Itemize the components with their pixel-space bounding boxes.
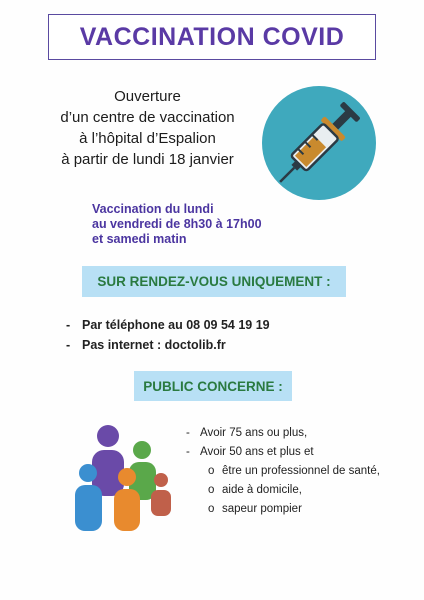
- hours-line: au vendredi de 8h30 à 17h00: [92, 217, 262, 231]
- title-box: [48, 14, 376, 60]
- intro-line: Ouverture: [114, 88, 181, 105]
- intro-line: d’un centre de vaccination: [60, 109, 235, 126]
- sub-criteria-item: aide à domicile,: [222, 484, 302, 496]
- syringe-icon: [260, 84, 378, 202]
- contact-list: [66, 315, 270, 355]
- list-bullet: o: [208, 484, 215, 496]
- sub-criteria-item: être un professionnel de santé,: [222, 465, 380, 477]
- list-item: [186, 424, 380, 443]
- public-banner: [134, 371, 292, 401]
- intro-text: [40, 86, 255, 170]
- list-bullet: -: [66, 318, 71, 332]
- criteria-item: Avoir 50 ans et plus et: [200, 446, 314, 458]
- appointment-banner-text: SUR RENDEZ-VOUS UNIQUEMENT :: [97, 274, 331, 289]
- intro-line: à l’hôpital d’Espalion: [79, 130, 216, 147]
- public-banner-text: PUBLIC CONCERNE :: [143, 378, 283, 394]
- sub-criteria-item: sapeur pompier: [222, 503, 302, 515]
- criteria-item: Avoir 75 ans ou plus,: [200, 427, 308, 439]
- list-item: [186, 443, 380, 462]
- opening-hours: [92, 202, 262, 247]
- internet-contact: Pas internet : doctolib.fr: [82, 338, 226, 352]
- appointment-banner: [82, 266, 346, 297]
- page-title: VACCINATION COVID: [79, 22, 345, 51]
- list-item: [186, 500, 380, 519]
- list-item: [66, 315, 270, 335]
- list-bullet: -: [186, 446, 190, 458]
- list-bullet: o: [208, 503, 215, 515]
- people-group-icon: [70, 422, 180, 534]
- list-item: [186, 462, 380, 481]
- intro-line: à partir de lundi 18 janvier: [61, 151, 234, 168]
- list-bullet: o: [208, 465, 215, 477]
- list-bullet: -: [186, 427, 190, 439]
- phone-contact: Par téléphone au 08 09 54 19 19: [82, 318, 270, 332]
- list-bullet: -: [66, 338, 71, 352]
- list-item: [66, 335, 270, 355]
- criteria-list: [186, 424, 380, 519]
- hours-line: et samedi matin: [92, 232, 187, 246]
- hours-line: Vaccination du lundi: [92, 202, 214, 216]
- list-item: [186, 481, 380, 500]
